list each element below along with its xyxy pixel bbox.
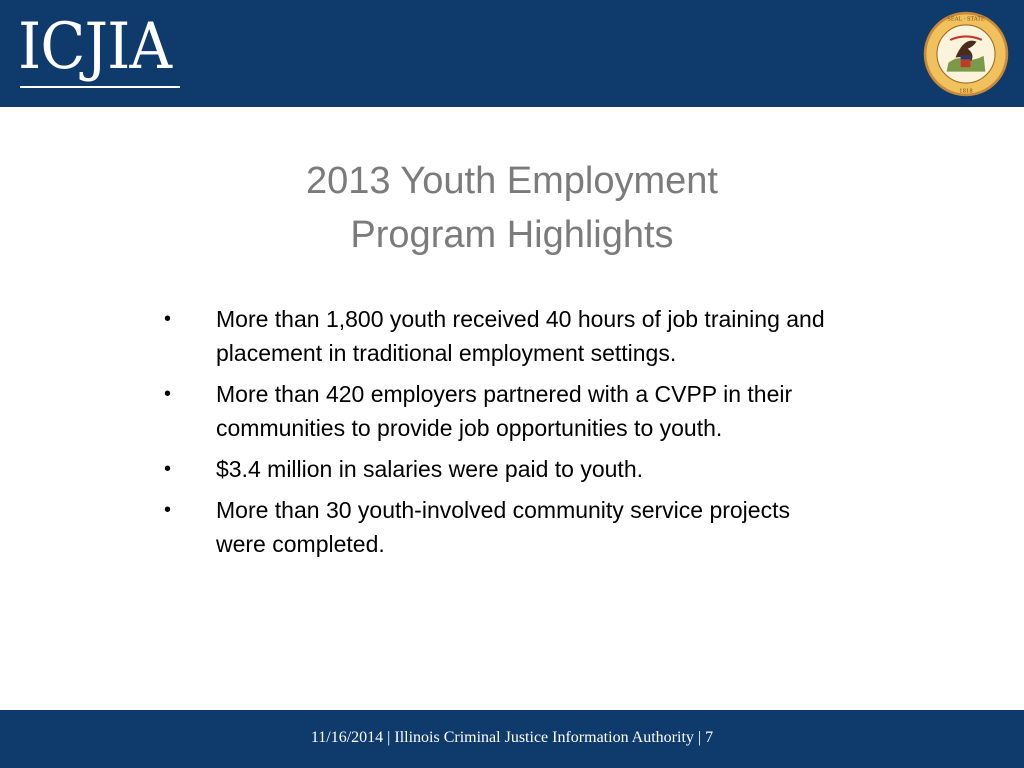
list-item (156, 377, 836, 445)
bullet-marker: • (164, 308, 172, 330)
list-item-text: More than 420 employers partnered with a CVPP in their communities to provide job opportunities to youth. (216, 381, 793, 441)
svg-text:SEAL · STATE: SEAL · STATE (947, 16, 985, 23)
footer-bar (0, 710, 1024, 768)
icjia-logo (18, 12, 184, 94)
logo-text: ICJIA (18, 10, 172, 84)
svg-text:1818: 1818 (959, 88, 973, 95)
bullet-marker: • (164, 499, 172, 521)
bullet-marker: • (164, 383, 172, 405)
illinois-state-seal-icon (922, 10, 1010, 98)
list-item (156, 493, 836, 561)
header-bar (0, 0, 1024, 107)
list-item (156, 302, 836, 370)
footer-text: 11/16/2014 | Illinois Criminal Justice Information Authority | 7 (310, 729, 714, 746)
logo-underline (20, 86, 180, 88)
list-item-text: More than 1,800 youth received 40 hours of job training and placement in traditional employment settings. (216, 306, 825, 366)
highlights-list (156, 302, 836, 568)
list-item (156, 452, 836, 486)
slide-title (0, 154, 1024, 262)
title-line-1: 2013 Youth Employment (306, 160, 718, 202)
title-line-2: Program Highlights (350, 214, 674, 256)
list-item-text: $3.4 million in salaries were paid to youth. (216, 456, 644, 482)
bullet-marker: • (164, 458, 172, 480)
list-item-text: More than 30 youth-involved community service projects were completed. (216, 497, 790, 557)
